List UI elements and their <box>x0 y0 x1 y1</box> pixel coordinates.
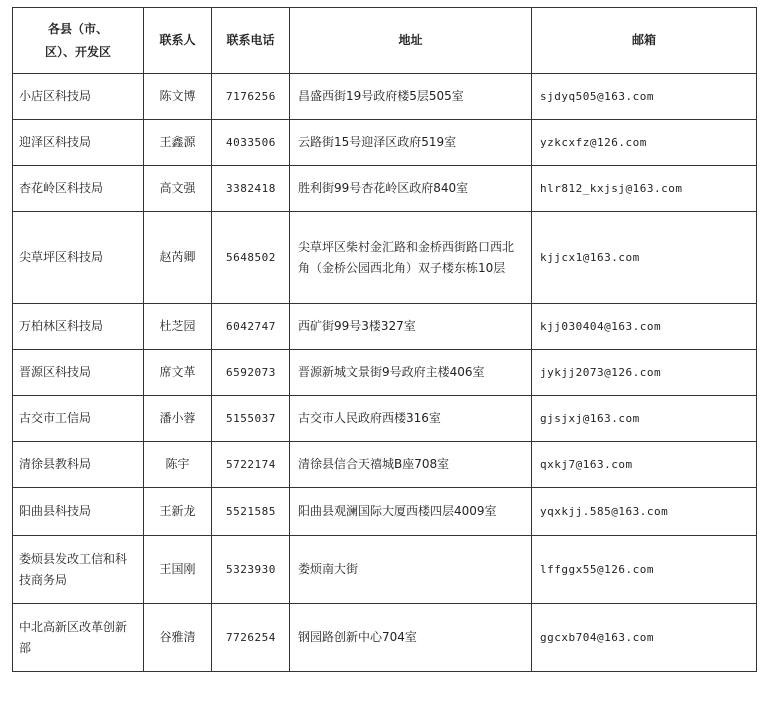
row-email: kjj030404@163.com <box>532 304 757 350</box>
row-contact: 王国刚 <box>144 536 212 604</box>
row-contact: 谷雅清 <box>144 604 212 672</box>
row-contact: 王新龙 <box>144 488 212 536</box>
table-row <box>13 166 757 212</box>
row-name: 清徐县教科局 <box>13 442 144 488</box>
row-phone: 5648502 <box>212 212 290 304</box>
row-phone: 7176256 <box>212 74 290 120</box>
row-name: 小店区科技局 <box>13 74 144 120</box>
table-row <box>13 442 757 488</box>
table-row <box>13 74 757 120</box>
table-row <box>13 304 757 350</box>
row-email: kjjcx1@163.com <box>532 212 757 304</box>
row-email: qxkj7@163.com <box>532 442 757 488</box>
table-row <box>13 120 757 166</box>
header-email: 邮箱 <box>532 8 757 74</box>
row-contact: 陈文博 <box>144 74 212 120</box>
row-phone: 5155037 <box>212 396 290 442</box>
row-contact: 席文革 <box>144 350 212 396</box>
header-address: 地址 <box>290 8 532 74</box>
row-contact: 高文强 <box>144 166 212 212</box>
table-header-row <box>13 8 757 74</box>
table-row <box>13 212 757 304</box>
header-contact: 联系人 <box>144 8 212 74</box>
row-phone: 6592073 <box>212 350 290 396</box>
table-row <box>13 488 757 536</box>
row-phone: 3382418 <box>212 166 290 212</box>
row-phone: 5521585 <box>212 488 290 536</box>
row-email: gjsjxj@163.com <box>532 396 757 442</box>
row-name: 杏花岭区科技局 <box>13 166 144 212</box>
row-contact: 王鑫源 <box>144 120 212 166</box>
row-contact: 杜芝园 <box>144 304 212 350</box>
row-name: 尖草坪区科技局 <box>13 212 144 304</box>
row-name: 阳曲县科技局 <box>13 488 144 536</box>
row-name: 迎泽区科技局 <box>13 120 144 166</box>
row-name: 娄烦县发改工信和科技商务局 <box>13 536 144 604</box>
row-email: hlr812_kxjsj@163.com <box>532 166 757 212</box>
row-address: 胜利街99号杏花岭区政府840室 <box>290 166 532 212</box>
row-email: jykjj2073@126.com <box>532 350 757 396</box>
table-row <box>13 396 757 442</box>
row-phone: 5323930 <box>212 536 290 604</box>
row-name: 中北高新区改革创新部 <box>13 604 144 672</box>
row-address: 清徐县信合天禧城B座708室 <box>290 442 532 488</box>
row-phone: 7726254 <box>212 604 290 672</box>
row-address: 昌盛西街19号政府楼5层505室 <box>290 74 532 120</box>
row-address: 古交市人民政府西楼316室 <box>290 396 532 442</box>
row-contact: 潘小蓉 <box>144 396 212 442</box>
row-email: yzkcxfz@126.com <box>532 120 757 166</box>
row-address: 娄烦南大街 <box>290 536 532 604</box>
row-address: 阳曲县观澜国际大厦西楼四层4009室 <box>290 488 532 536</box>
table-row <box>13 536 757 604</box>
row-name: 万柏林区科技局 <box>13 304 144 350</box>
row-phone: 5722174 <box>212 442 290 488</box>
row-contact: 赵芮卿 <box>144 212 212 304</box>
row-name: 晋源区科技局 <box>13 350 144 396</box>
table-row <box>13 350 757 396</box>
header-county: 各县（市、区）、开发区 <box>13 8 144 74</box>
row-address: 西矿街99号3楼327室 <box>290 304 532 350</box>
row-email: sjdyq505@163.com <box>532 74 757 120</box>
row-address: 晋源新城文景街9号政府主楼406室 <box>290 350 532 396</box>
row-phone: 6042747 <box>212 304 290 350</box>
row-address: 尖草坪区柴村金汇路和金桥西街路口西北角（金桥公园西北角）双子楼东栋10层 <box>290 212 532 304</box>
row-name: 古交市工信局 <box>13 396 144 442</box>
header-phone: 联系电话 <box>212 8 290 74</box>
row-email: lffggx55@126.com <box>532 536 757 604</box>
row-address: 云路街15号迎泽区政府519室 <box>290 120 532 166</box>
row-email: ggcxb704@163.com <box>532 604 757 672</box>
row-contact: 陈宇 <box>144 442 212 488</box>
row-phone: 4033506 <box>212 120 290 166</box>
row-address: 钢园路创新中心704室 <box>290 604 532 672</box>
row-email: yqxkjj.585@163.com <box>532 488 757 536</box>
table-row <box>13 604 757 672</box>
contacts-table <box>12 7 757 672</box>
